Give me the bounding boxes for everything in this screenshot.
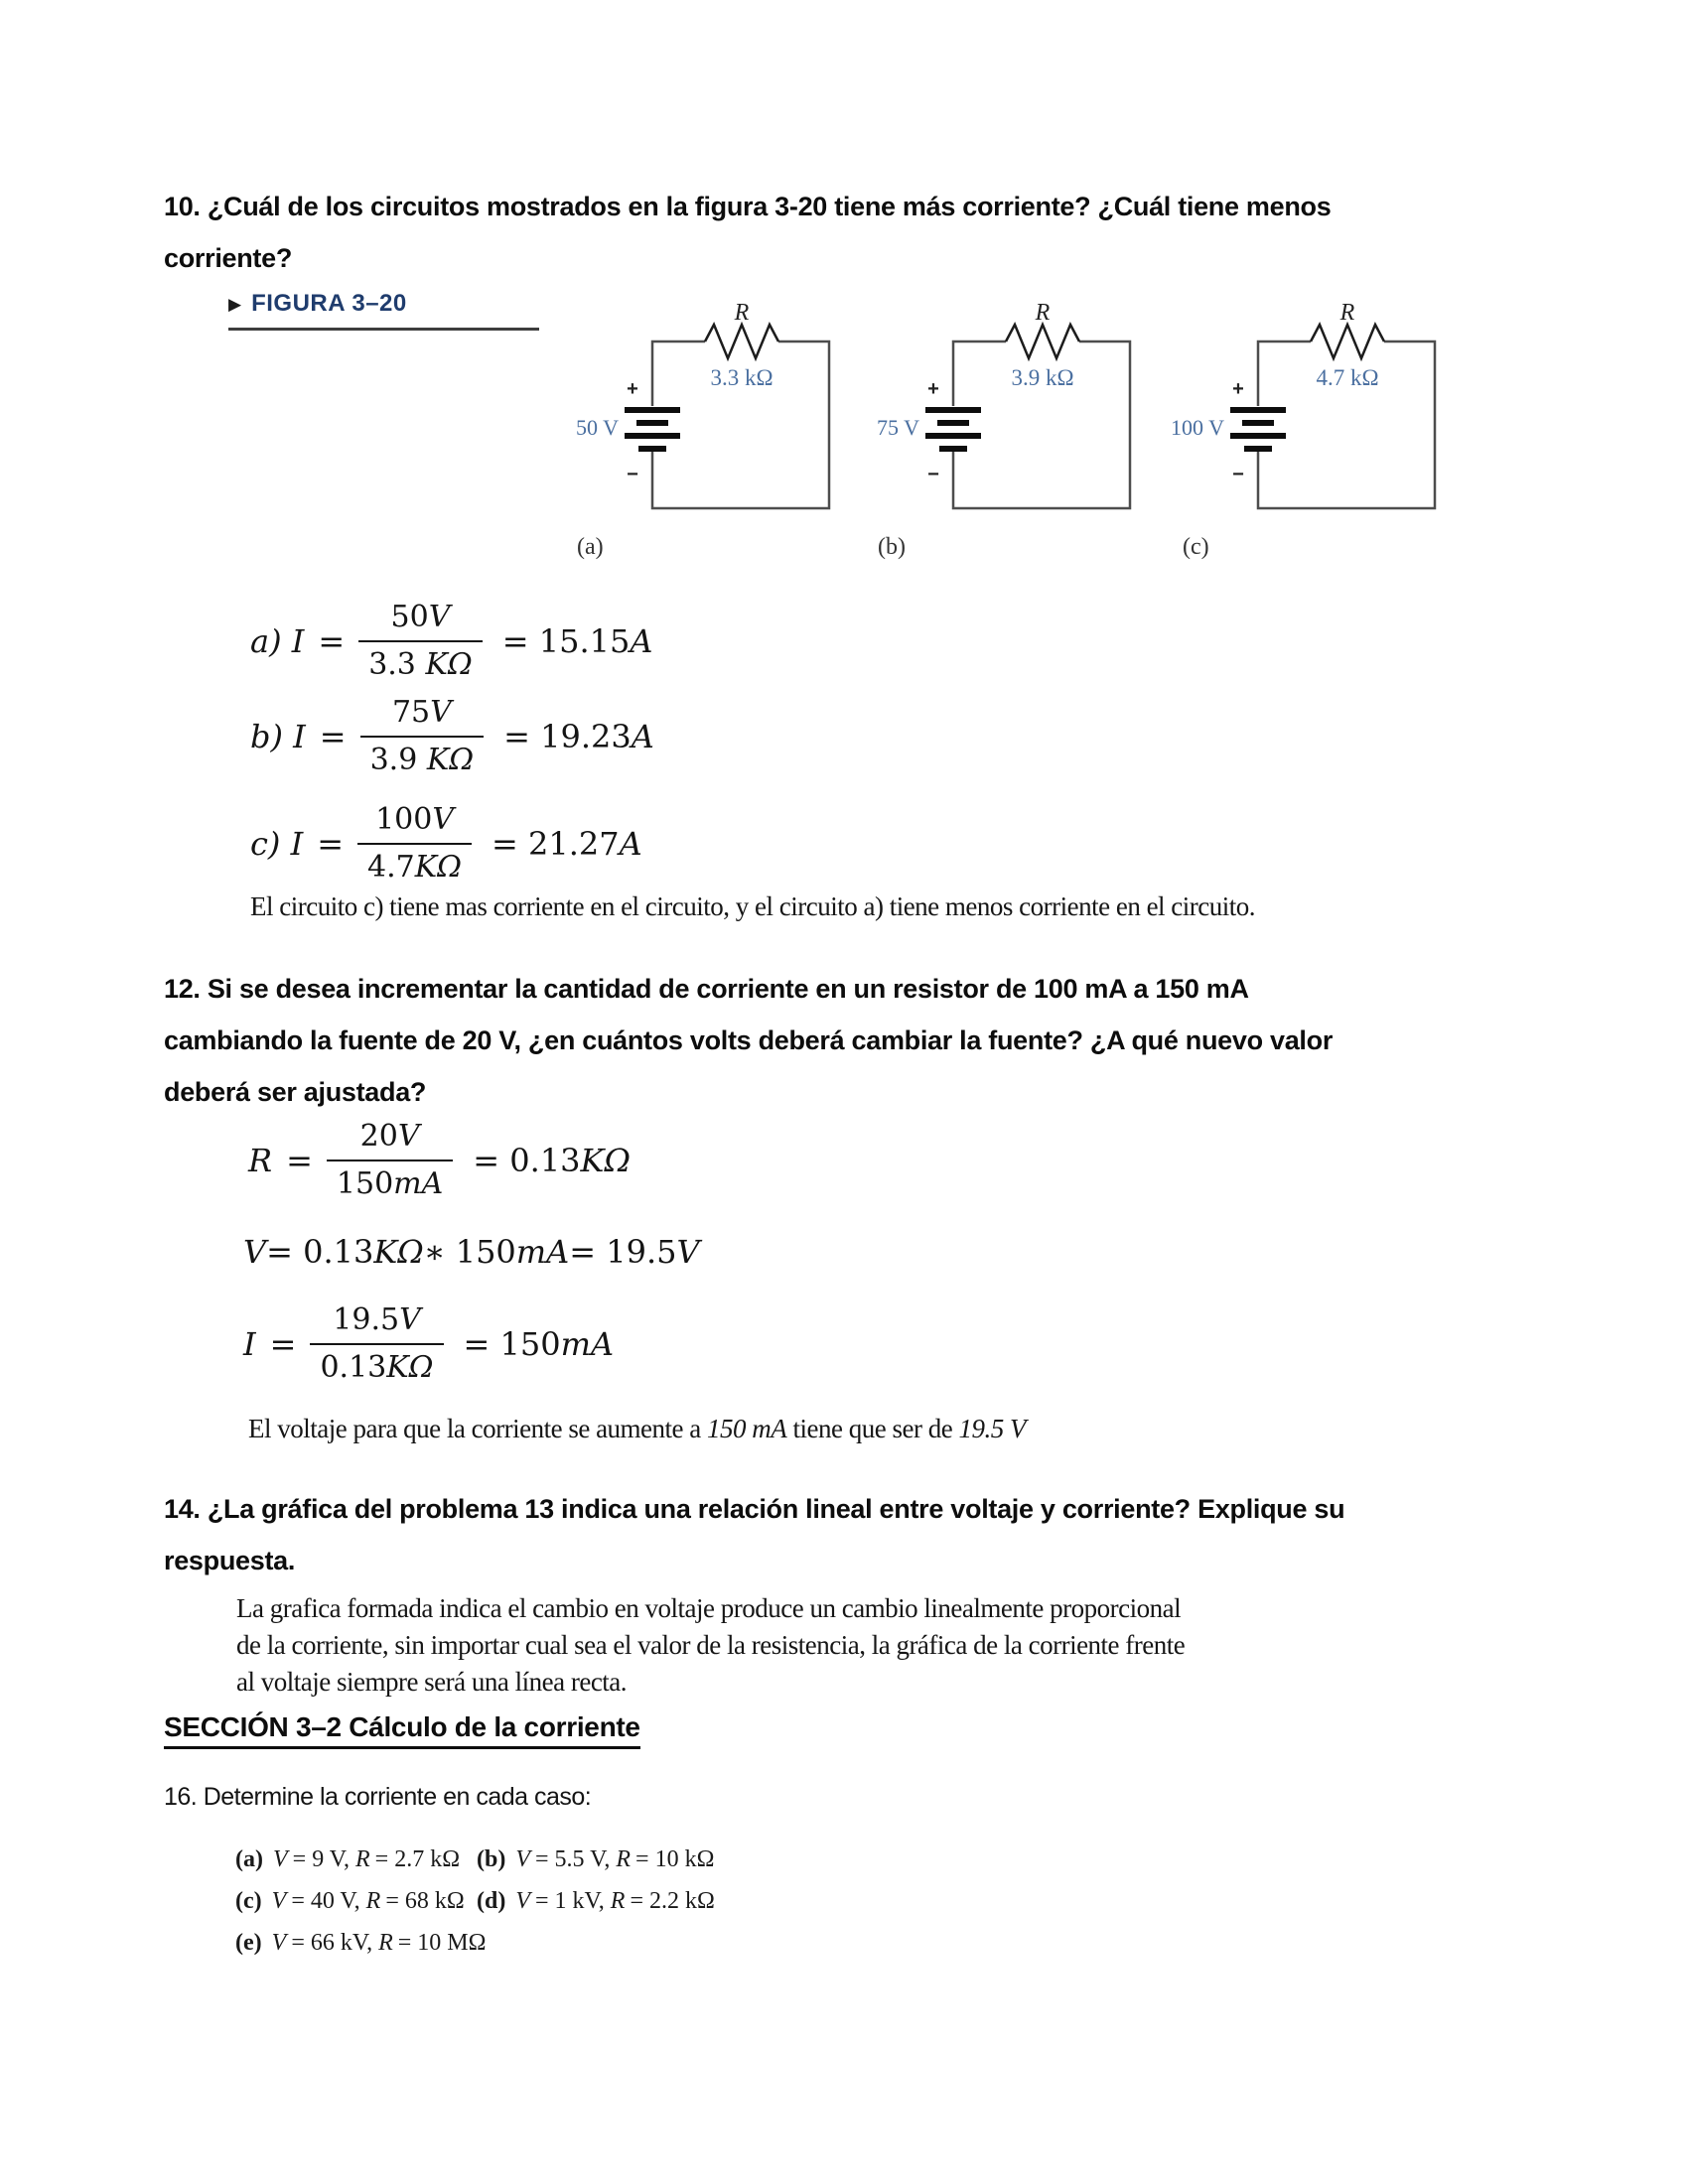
numerator-unit: V <box>397 1119 420 1154</box>
fraction <box>360 693 485 780</box>
result-unit: KΩ <box>580 1142 631 1179</box>
equals-sign: = <box>269 1325 297 1363</box>
figure-arrow-icon: ▶ <box>228 294 242 314</box>
numerator-unit: V <box>430 695 452 730</box>
resistor-name-label: R <box>734 300 750 326</box>
section-3-2-heading: SECCIÓN 3–2 Cálculo de la corriente <box>164 1711 640 1749</box>
case-label: (d) <box>477 1888 506 1914</box>
answer-q14-line-1: La grafica formada indica el cambio en voltaje produce un cambio linealmente proporcional <box>236 1593 1182 1623</box>
equals-sign: = <box>286 1142 313 1179</box>
unit-v: V <box>676 1233 700 1271</box>
answer-text: El voltaje para que la corriente se aumente a <box>248 1414 708 1443</box>
value-segment: = 0.13 <box>266 1233 374 1271</box>
equation-lead: c) I <box>250 825 304 863</box>
case-label: (e) <box>235 1930 262 1956</box>
fraction <box>327 1117 453 1204</box>
resistance-value-label: 4.7 kΩ <box>1316 365 1379 390</box>
q16-case-list <box>235 1839 715 1964</box>
variable-r: R <box>378 1930 393 1956</box>
resistor-icon <box>705 325 778 358</box>
variable-v: V <box>515 1846 531 1872</box>
plus-sign: + <box>1232 378 1244 400</box>
voltage-value: = 9 V, <box>292 1846 350 1872</box>
answer-text: tiene que ser de <box>786 1414 959 1443</box>
numerator-unit: V <box>428 600 451 634</box>
answer-value-current: 150 mA <box>707 1414 787 1443</box>
equation-q12-i <box>243 1300 614 1388</box>
operator-segment: ∗ 150 <box>423 1233 516 1271</box>
resistance-value: = 2.7 kΩ <box>374 1846 461 1872</box>
section-3-2-heading-wrap <box>164 1711 640 1749</box>
case-b <box>477 1839 715 1880</box>
answer-q12 <box>248 1414 1026 1444</box>
result-value: = 0.13 <box>473 1142 581 1179</box>
question-12-line-3: deberá ser ajustada? <box>164 1077 427 1107</box>
resistance-value: = 10 kΩ <box>635 1846 715 1872</box>
case-label: (c) <box>235 1888 262 1914</box>
variable-r: R <box>365 1888 381 1914</box>
voltage-value: = 5.5 V, <box>535 1846 611 1872</box>
question-12-line-1: 12. Si se desea incrementar la cantidad de corriente en un resistor de 100 mA a 150 mA <box>164 974 1249 1004</box>
denominator-unit: KΩ <box>414 850 463 885</box>
numerator-value: 75 <box>391 695 431 730</box>
equals-sign: = <box>317 825 345 863</box>
resistance-value-label: 3.3 kΩ <box>710 365 774 390</box>
circuit-caption: (a) <box>577 534 604 560</box>
question-10-heading <box>164 181 1331 284</box>
equation-lead: R <box>248 1142 273 1179</box>
variable-r: R <box>610 1888 626 1914</box>
equals-sign: = <box>318 622 346 660</box>
circuit-caption: (c) <box>1183 534 1209 560</box>
figure-label-text: FIGURA 3–20 <box>251 290 407 317</box>
denominator-value: 3.3 <box>368 647 426 682</box>
resistor-name-label: R <box>1035 300 1051 326</box>
minus-sign: − <box>1232 464 1244 485</box>
result-value: = 15.15 <box>501 622 631 660</box>
result-value: = 150 <box>463 1325 561 1363</box>
denominator-unit: KΩ <box>386 1350 434 1385</box>
denominator-unit: KΩ <box>426 743 475 777</box>
numerator-value: 100 <box>375 802 433 837</box>
numerator-value: 50 <box>390 600 429 634</box>
circuit-diagram-b <box>862 290 1170 568</box>
case-c <box>235 1880 477 1922</box>
variable-v: V <box>271 1888 287 1914</box>
denominator-value: 150 <box>336 1166 394 1201</box>
numerator-unit: V <box>399 1302 421 1337</box>
minus-sign: − <box>927 464 939 485</box>
voltage-value: = 40 V, <box>291 1888 360 1914</box>
question-10-line-2: corriente? <box>164 243 293 273</box>
denominator-unit: KΩ <box>425 647 473 682</box>
circuit-diagram-a <box>561 290 869 568</box>
result-unit: A <box>619 825 642 863</box>
voltage-label: 50 V <box>576 415 619 440</box>
figure-3-20-label <box>228 290 539 331</box>
question-16-heading: 16. Determine la corriente en cada caso: <box>164 1783 592 1811</box>
denominator-value: 0.13 <box>320 1350 387 1385</box>
denominator-unit: mA <box>393 1166 444 1201</box>
equation-lead: I <box>243 1325 256 1363</box>
answer-q14-line-2: de la corriente, sin importar cual sea el valor de la resistencia, la gráfica de la corriente frente <box>236 1630 1186 1660</box>
equation-q10-b <box>250 693 654 780</box>
circuit-diagram-c <box>1167 290 1475 568</box>
result-unit: mA <box>560 1325 615 1363</box>
answer-q14 <box>236 1590 1185 1701</box>
case-a <box>235 1839 477 1880</box>
question-12-line-2: cambiando la fuente de 20 V, ¿en cuántos volts deberá cambiar la fuente? ¿A qué nuevo valor <box>164 1025 1334 1055</box>
answer-q10: El circuito c) tiene mas corriente en el circuito, y el circuito a) tiene menos corriente en el circuito. <box>250 891 1256 921</box>
resistance-value: = 2.2 kΩ <box>630 1888 715 1914</box>
variable-v: V <box>271 1930 287 1956</box>
numerator-value: 20 <box>359 1119 398 1154</box>
variable-v: V <box>272 1846 288 1872</box>
result-unit: A <box>630 622 653 660</box>
fraction <box>358 598 483 685</box>
resistor-icon <box>1006 325 1079 358</box>
equation-q10-c <box>250 800 642 887</box>
equation-q10-a <box>250 598 652 685</box>
question-14-line-2: respuesta. <box>164 1546 296 1575</box>
plus-sign: + <box>927 378 939 400</box>
denominator-value: 4.7 <box>367 850 415 885</box>
numerator-value: 19.5 <box>333 1302 400 1337</box>
unit-kohm: KΩ <box>373 1233 424 1271</box>
fraction <box>310 1300 443 1388</box>
resistance-value: = 10 MΩ <box>397 1930 487 1956</box>
equation-q12-v <box>243 1233 700 1271</box>
answer-value-voltage: 19.5 V <box>958 1414 1026 1443</box>
result-value: = 19.23 <box>503 718 632 755</box>
case-e <box>235 1922 487 1964</box>
resistor-name-label: R <box>1339 300 1355 326</box>
result-value: = 21.27 <box>492 825 620 863</box>
variable-r: R <box>355 1846 370 1872</box>
variable-v: V <box>243 1233 267 1271</box>
equals-sign: = <box>319 718 347 755</box>
plus-sign: + <box>627 378 638 400</box>
equation-lead: a) I <box>250 622 305 660</box>
question-10-line-1: 10. ¿Cuál de los circuitos mostrados en la figura 3-20 tiene más corriente? ¿Cuál tiene menos <box>164 192 1332 221</box>
voltage-label: 75 V <box>877 415 919 440</box>
case-label: (a) <box>235 1846 263 1872</box>
question-12-heading <box>164 963 1333 1118</box>
equation-lead: b) I <box>250 718 306 755</box>
resistance-value: = 68 kΩ <box>385 1888 465 1914</box>
denominator-value: 3.9 <box>369 743 427 777</box>
case-d <box>477 1880 715 1922</box>
case-label: (b) <box>477 1846 506 1872</box>
circuit-caption: (b) <box>878 534 906 560</box>
fraction <box>357 800 472 887</box>
answer-q14-line-3: al voltaje siempre será una línea recta. <box>236 1667 628 1697</box>
result-unit: A <box>631 718 654 755</box>
variable-r: R <box>616 1846 632 1872</box>
variable-v: V <box>515 1888 531 1914</box>
question-14-heading <box>164 1483 1344 1586</box>
voltage-label: 100 V <box>1171 415 1224 440</box>
voltage-value: = 1 kV, <box>535 1888 605 1914</box>
voltage-value: = 66 kV, <box>291 1930 373 1956</box>
resistor-icon <box>1311 325 1384 358</box>
equation-q12-r <box>248 1117 631 1204</box>
minus-sign: − <box>627 464 638 485</box>
resistance-value-label: 3.9 kΩ <box>1011 365 1074 390</box>
numerator-unit: V <box>432 802 454 837</box>
unit-ma: mA <box>515 1233 570 1271</box>
result-segment: = 19.5 <box>569 1233 677 1271</box>
question-14-line-1: 14. ¿La gráfica del problema 13 indica una relación lineal entre voltaje y corriente? Explique su <box>164 1494 1345 1524</box>
